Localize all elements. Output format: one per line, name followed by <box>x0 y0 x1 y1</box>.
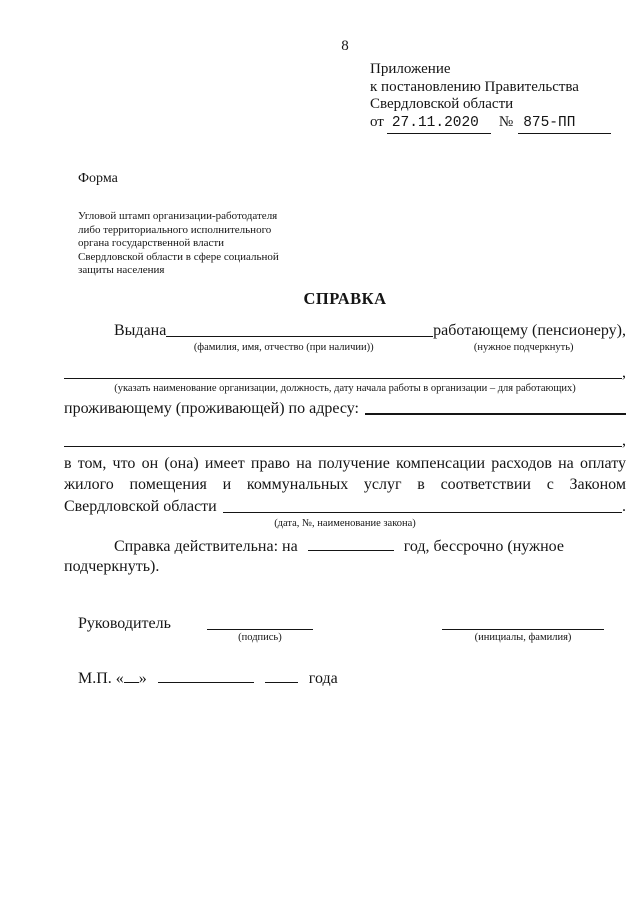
seal-year-blank <box>265 669 298 683</box>
name-blank-line <box>166 336 433 337</box>
seal-year-suffix: года <box>308 670 338 687</box>
stamp-note-line: Угловой штамп организации-работодателя <box>78 210 278 222</box>
caption-law: (дата, №, наименование закона) <box>274 518 416 529</box>
body-paragraph-line-3 <box>64 496 626 518</box>
validity-term-blank <box>308 537 394 551</box>
annex-date-value: 27.11.2020 <box>387 115 491 135</box>
annex-date-row <box>370 114 626 135</box>
document-title: СПРАВКА <box>303 288 387 308</box>
stamp-note-line: Свердловской области в сфере социальной <box>78 250 279 263</box>
annex-no-label: № <box>498 113 514 130</box>
organization-blank-line <box>64 378 622 379</box>
address-continuation-row <box>64 432 626 450</box>
annex-line-1: Приложение <box>370 61 451 77</box>
seal-day-blank <box>124 669 139 683</box>
caption-full-name: (фамилия, имя, отчество (при наличии)) <box>193 341 374 353</box>
body-paragraph-line-2: жилого помещения и коммунальных услуг в соответствии с Законом <box>64 476 626 493</box>
caption-initials-surname: (инициалы, фамилия) <box>474 632 572 643</box>
body-paragraph-line-1: в том, что он (она) имеет право на получение компенсации расходов на оплату <box>64 454 626 472</box>
organization-blank-row <box>64 364 626 382</box>
stamp-note-line: либо территориального исполнительного <box>78 223 272 236</box>
signature-row <box>78 615 626 643</box>
issued-label: Выдана <box>114 321 167 339</box>
validity-prefix: Справка действительна: на <box>114 538 298 555</box>
stamp-note-line: защиты населения <box>78 264 165 276</box>
quote-close: » <box>138 670 147 687</box>
caption-organization: (указать наименование организации, должность, дату начала работы в организации – для работающих) <box>114 382 576 394</box>
validity-suffix: год, бессрочно (нужное подчеркнуть). <box>64 538 564 575</box>
annex-from-label: от <box>370 113 384 130</box>
annex-block <box>370 61 626 134</box>
signature-sign-column <box>207 615 313 643</box>
caption-signature: (подпись) <box>238 632 282 643</box>
seal-month-blank <box>158 669 254 683</box>
annex-line-3: Свердловской области <box>370 96 514 112</box>
seal-label: М.П. <box>78 670 112 687</box>
issued-right-label: работающему (пенсионеру), <box>433 321 626 339</box>
corner-stamp-note <box>78 210 338 278</box>
issued-row <box>64 322 626 340</box>
address-blank-line <box>365 413 626 415</box>
signature-blank-line <box>207 615 313 630</box>
signature-name-column <box>442 615 604 643</box>
caption-underline-needed: (нужное подчеркнуть) <box>473 341 574 353</box>
address-continuation-blank <box>64 446 622 447</box>
signature-label: Руководитель <box>78 615 171 632</box>
page-number: 8 <box>341 38 349 54</box>
quote-open: « <box>115 670 124 687</box>
law-trailing-period: . <box>622 497 626 515</box>
signature-name-blank-line <box>442 615 604 630</box>
continuation-trailing-comma: , <box>622 431 626 449</box>
validity-row <box>64 537 626 577</box>
issued-captions-row <box>64 342 626 354</box>
address-label: проживающему (проживающей) по адресу: <box>64 399 359 417</box>
address-row <box>64 398 626 420</box>
seal-date-row <box>78 669 626 688</box>
organization-trailing-comma: , <box>622 363 626 381</box>
law-blank-line <box>223 512 622 513</box>
annex-number-value: 875-ПП <box>518 115 611 135</box>
stamp-note-line: органа государственной власти <box>78 237 225 249</box>
law-label: Свердловской области <box>64 497 217 515</box>
form-label: Форма <box>78 171 118 186</box>
annex-line-2: к постановлению Правительства <box>370 78 579 95</box>
